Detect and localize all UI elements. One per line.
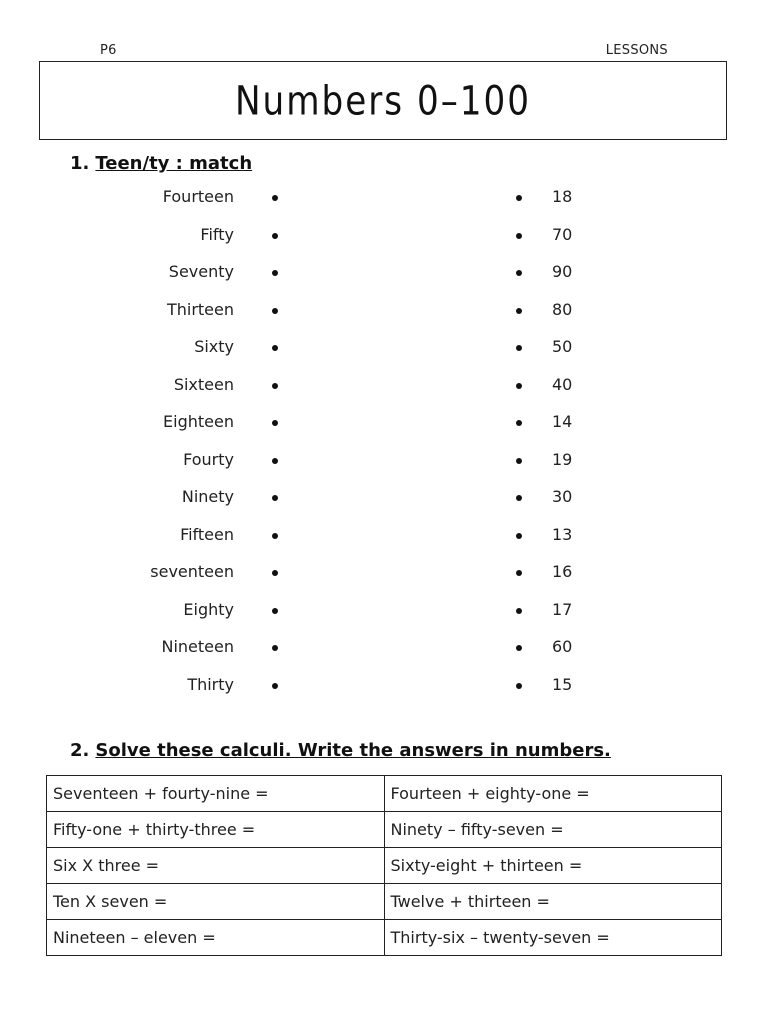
match-row <box>0 187 768 211</box>
calculation-cell[interactable]: Ninety – fifty-seven = <box>384 812 722 848</box>
match-word: Thirteen <box>166 299 234 319</box>
match-word: Ninety <box>181 487 234 506</box>
match-word: Nineteen <box>161 637 234 656</box>
right-bullet-point[interactable] <box>516 533 522 539</box>
right-bullet-point[interactable] <box>516 233 522 239</box>
match-number: 60 <box>552 637 573 656</box>
left-bullet-point[interactable] <box>272 458 278 464</box>
section-2-heading <box>70 740 611 761</box>
match-row <box>0 525 768 549</box>
right-bullet-point[interactable] <box>516 570 522 576</box>
match-word: Eighty <box>183 599 234 619</box>
match-number: 13 <box>552 524 573 544</box>
right-bullet-point[interactable] <box>516 345 522 351</box>
table-row <box>47 848 722 884</box>
left-bullet-point[interactable] <box>272 308 278 314</box>
match-number: 14 <box>552 412 573 431</box>
match-row <box>0 337 768 361</box>
match-number: 40 <box>552 374 573 394</box>
left-bullet-point[interactable] <box>272 495 278 501</box>
class-label: P6 <box>100 43 117 58</box>
match-number: 18 <box>552 187 573 206</box>
section-1-heading <box>70 153 252 174</box>
calculation-cell[interactable]: Twelve + thirteen = <box>384 884 722 920</box>
match-row <box>0 412 768 436</box>
right-bullet-point[interactable] <box>516 195 522 201</box>
match-word: Fifty <box>200 224 234 244</box>
section-2-title: Solve these calculi. Write the answers in numbers. <box>95 740 611 761</box>
match-row <box>0 262 768 286</box>
right-bullet-point[interactable] <box>516 495 522 501</box>
calculation-cell[interactable]: Thirty-six – twenty-seven = <box>384 920 722 956</box>
match-row <box>0 675 768 699</box>
match-word: Thirty <box>187 674 234 694</box>
match-number: 30 <box>552 487 573 506</box>
match-word: Sixty <box>194 337 234 356</box>
match-number: 70 <box>552 224 573 244</box>
match-row <box>0 637 768 661</box>
calculation-cell[interactable]: Seventeen + fourty-nine = <box>47 776 385 812</box>
left-bullet-point[interactable] <box>272 233 278 239</box>
section-1-number: 1. <box>70 153 90 174</box>
match-number: 80 <box>552 299 573 319</box>
match-number: 50 <box>552 337 573 356</box>
match-word: Seventy <box>168 262 234 281</box>
left-bullet-point[interactable] <box>272 345 278 351</box>
calculation-cell[interactable]: Six X three = <box>47 848 385 884</box>
match-word: Eighteen <box>163 412 234 431</box>
match-row <box>0 450 768 474</box>
left-bullet-point[interactable] <box>272 383 278 389</box>
left-bullet-point[interactable] <box>272 270 278 276</box>
match-word: seventeen <box>150 562 234 581</box>
table-row <box>47 920 722 956</box>
calculation-cell[interactable]: Sixty-eight + thirteen = <box>384 848 722 884</box>
match-row <box>0 487 768 511</box>
match-number: 90 <box>552 262 573 281</box>
right-bullet-point[interactable] <box>516 420 522 426</box>
left-bullet-point[interactable] <box>272 683 278 689</box>
calculation-cell[interactable]: Nineteen – eleven = <box>47 920 385 956</box>
right-bullet-point[interactable] <box>516 683 522 689</box>
right-bullet-point[interactable] <box>516 383 522 389</box>
match-number: 16 <box>552 562 573 581</box>
calculation-cell[interactable]: Fifty-one + thirty-three = <box>47 812 385 848</box>
match-word: Fourteen <box>162 187 234 206</box>
right-bullet-point[interactable] <box>516 458 522 464</box>
match-number: 15 <box>552 674 573 694</box>
match-row <box>0 375 768 399</box>
match-row <box>0 562 768 586</box>
match-number: 19 <box>552 449 573 469</box>
section-1-title: Teen/ty : match <box>95 153 253 174</box>
match-word: Fourty <box>183 449 234 469</box>
section-2-number: 2. <box>70 740 90 761</box>
left-bullet-point[interactable] <box>272 570 278 576</box>
lessons-label: LESSONS <box>605 43 668 58</box>
calculation-cell[interactable]: Fourteen + eighty-one = <box>384 776 722 812</box>
calculation-table <box>46 775 722 956</box>
table-row <box>47 776 722 812</box>
match-row <box>0 600 768 624</box>
left-bullet-point[interactable] <box>272 645 278 651</box>
match-number: 17 <box>552 599 573 619</box>
page-title: Numbers 0–100 <box>234 77 532 124</box>
left-bullet-point[interactable] <box>272 608 278 614</box>
match-row <box>0 225 768 249</box>
table-row <box>47 884 722 920</box>
left-bullet-point[interactable] <box>272 533 278 539</box>
right-bullet-point[interactable] <box>516 308 522 314</box>
title-box <box>39 61 727 140</box>
match-row <box>0 300 768 324</box>
match-word: Fifteen <box>180 524 234 544</box>
calculation-cell[interactable]: Ten X seven = <box>47 884 385 920</box>
right-bullet-point[interactable] <box>516 608 522 614</box>
left-bullet-point[interactable] <box>272 195 278 201</box>
left-bullet-point[interactable] <box>272 420 278 426</box>
right-bullet-point[interactable] <box>516 270 522 276</box>
match-word: Sixteen <box>173 374 234 394</box>
right-bullet-point[interactable] <box>516 645 522 651</box>
table-row <box>47 812 722 848</box>
